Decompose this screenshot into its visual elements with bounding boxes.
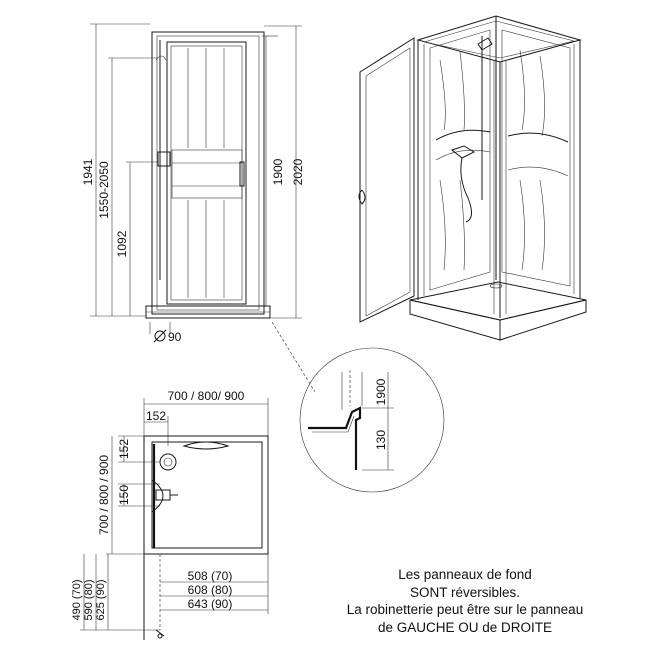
dim-left-row-2: 590 (80) xyxy=(83,579,95,621)
note-line-3: La robinetterie peut être sur le panneau xyxy=(346,602,584,617)
open-door xyxy=(360,38,414,322)
dim-left-b: 150 xyxy=(117,484,131,506)
dim-depth-left: 700 / 800 / 900 xyxy=(97,454,111,536)
dim-detail-tray: 130 xyxy=(374,429,388,451)
note-line-2: SONT réversibles. xyxy=(409,584,521,600)
top-frame xyxy=(418,16,580,62)
plan-shelf xyxy=(184,442,228,449)
front-view xyxy=(81,24,315,392)
dim-mixer-height: 1092 xyxy=(115,230,129,258)
dim-left-row-1: 490 (70) xyxy=(71,579,83,621)
dim-detail-upper: 1900 xyxy=(374,378,388,406)
dim-right-row-1: 508 (70) xyxy=(187,569,233,583)
detail-leader xyxy=(272,322,315,392)
plan-shower-head xyxy=(160,454,176,470)
dim-left-a: 152 xyxy=(117,438,131,460)
dim-overall-height: 2020 xyxy=(291,158,305,186)
front-door-inner xyxy=(171,46,242,300)
dim-mixer-range: 1550-2050 xyxy=(97,161,111,219)
detail-circle xyxy=(300,348,444,492)
tray-profile xyxy=(308,408,360,470)
front-middle-band xyxy=(172,150,242,198)
dim-inner-height: 1900 xyxy=(271,158,285,186)
front-cabin-frame xyxy=(152,32,264,314)
perspective-view xyxy=(359,16,586,340)
right-back-panel xyxy=(502,30,570,286)
dim-right-row-2: 608 (80) xyxy=(187,583,233,597)
note-line-1: Les panneaux de fond xyxy=(398,567,532,582)
dim-drain: 90 xyxy=(168,330,182,344)
detail-view xyxy=(300,348,444,492)
dim-right-row-3: 643 (90) xyxy=(187,597,233,611)
note-line-4: de GAUCHE OU de DROITE xyxy=(377,619,553,635)
mixer-3d xyxy=(452,146,474,158)
front-door xyxy=(167,42,246,304)
left-back-panel xyxy=(430,30,490,290)
shower-hose xyxy=(461,158,472,222)
dim-offset-top: 152 xyxy=(145,409,167,423)
dim-width-top: 700 / 800/ 900 xyxy=(167,389,245,403)
plan-view xyxy=(71,389,268,640)
dim-total-height: 1941 xyxy=(81,158,95,186)
dim-left-row-3: 625 (90) xyxy=(95,579,107,621)
reversible-panels-note xyxy=(300,566,630,636)
